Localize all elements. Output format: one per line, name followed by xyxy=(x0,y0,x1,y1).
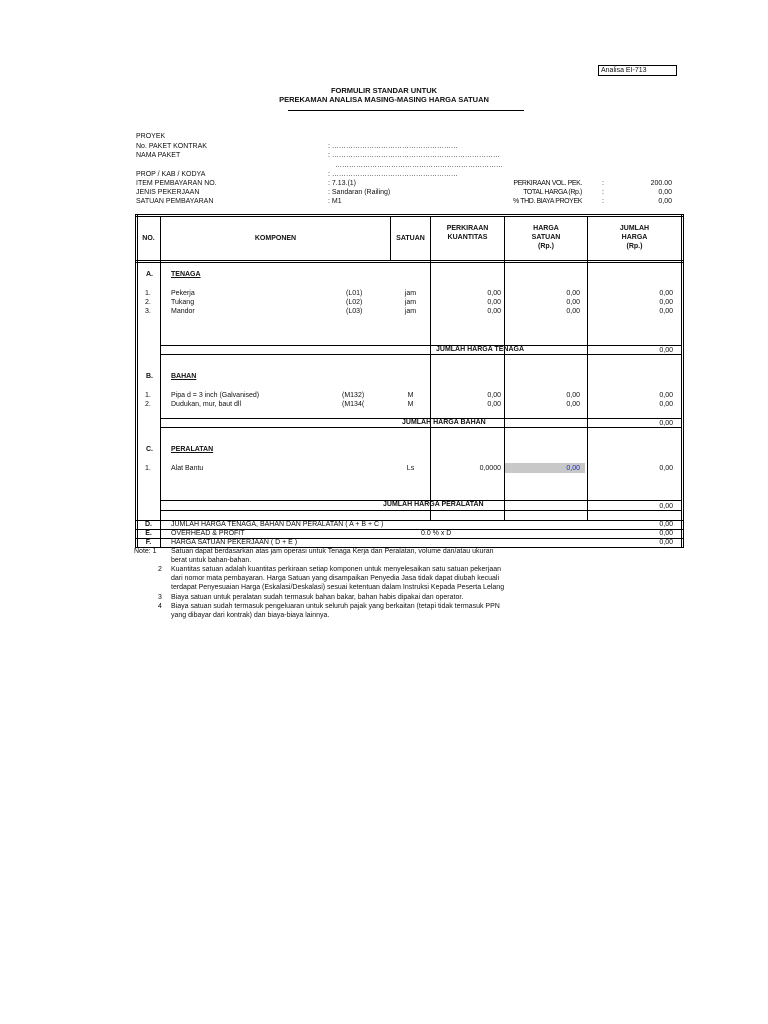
col-divider-kuantitas xyxy=(430,216,431,520)
row-no: 1. xyxy=(145,290,151,297)
row-unit: jam xyxy=(404,308,417,315)
row-total: 0,00 xyxy=(659,392,673,399)
row-name: Pipa d = 3 inch (Galvanised) xyxy=(171,392,260,399)
perkiraan-vol-value: 200.00 xyxy=(650,180,672,187)
col-divider-no xyxy=(160,216,161,548)
header-jumlah: JUMLAH xyxy=(619,225,650,232)
note-1-label: Note: 1 xyxy=(134,548,157,555)
row-name: Pekerja xyxy=(171,290,195,297)
row-unit: M xyxy=(407,392,414,399)
header-bottom-line xyxy=(135,260,684,261)
jenis-pekerjaan-value: : Sandaran (Railing) xyxy=(328,189,391,196)
row-code: (L02) xyxy=(346,299,363,306)
row-unit: jam xyxy=(404,290,417,297)
persen-biaya-label: % THD. BIAYA PROYEK xyxy=(512,198,582,205)
row-code: (L03) xyxy=(346,308,363,315)
header-no: NO. xyxy=(142,235,155,242)
jenis-pekerjaan-label: JENIS PEKERJAAN xyxy=(136,189,200,196)
row-price: 0,00 xyxy=(566,401,580,408)
row-price: 0,00 xyxy=(566,465,580,472)
row-no: 2. xyxy=(145,401,151,408)
row-unit: jam xyxy=(404,299,417,306)
header-bottom-line-inner xyxy=(135,262,684,263)
subtotal-a-label: JUMLAH HARGA TENAGA xyxy=(436,346,525,353)
total-harga-value: 0,00 xyxy=(658,189,672,196)
total-e-label: OVERHEAD & PROFIT xyxy=(171,530,245,537)
row-price: 0,00 xyxy=(566,308,580,315)
header-jumlah-rp: (Rp.) xyxy=(626,243,643,250)
note-2-line3: terdapat Penyesuaian Harga (Eskalasi/Deskalasi) sesuai ketentuan dalam Instruksi Kepada Peserta Lelang xyxy=(171,584,505,591)
row-no: 2. xyxy=(145,299,151,306)
section-c-letter: C. xyxy=(146,446,153,453)
row-price: 0,00 xyxy=(566,290,580,297)
form-reference: Analisa EI-713 xyxy=(598,65,677,76)
note-2-line2: dari nomor mata pembayaran. Harga Satuan yang disampaikan Penyedia Jasa tidak dapat diubah kecuali xyxy=(171,575,500,582)
header-kuantitas: KUANTITAS xyxy=(447,234,488,241)
subtotal-b-label: JUMLAH HARGA BAHAN xyxy=(402,419,486,426)
persen-biaya-value: 0,00 xyxy=(658,198,672,205)
subtotal-c-value: 0,00 xyxy=(659,503,673,510)
prop-label: PROP / KAB / KODYA xyxy=(136,171,206,178)
table-border-right-inner xyxy=(681,214,682,548)
section-b-letter: B. xyxy=(146,373,153,380)
note-3-line1: Biaya satuan untuk peralatan sudah termasuk bahan bakar, bahan habis dipakai dan operator. xyxy=(171,594,464,601)
satuan-pembayaran-value: : M1 xyxy=(328,198,342,205)
row-price: 0,00 xyxy=(566,299,580,306)
total-e-value: 0,00 xyxy=(659,530,673,537)
table-border-right xyxy=(683,214,684,548)
col-divider-harga xyxy=(504,216,505,520)
perkiraan-vol-colon: : xyxy=(602,180,604,187)
title-underline xyxy=(288,110,524,111)
total-d-value: 0,00 xyxy=(659,521,673,528)
row-price: 0,00 xyxy=(566,392,580,399)
total-harga-colon: : xyxy=(602,189,604,196)
nama-paket-label: NAMA PAKET xyxy=(136,152,181,159)
row-total: 0,00 xyxy=(659,308,673,315)
note-1-line1: Satuan dapat berdasarkan atas jam operasi untuk Tenaga Kerja dan Peralatan, volume dan/atau ukuran xyxy=(171,548,494,555)
row-unit: Ls xyxy=(406,465,415,472)
total-d-label: JUMLAH HARGA TENAGA, BAHAN DAN PERALATAN ( A + B + C ) xyxy=(171,521,384,528)
total-e-formula: 0.0 % x D xyxy=(421,530,452,537)
row-name: Mandor xyxy=(171,308,195,315)
analysis-table xyxy=(135,214,684,548)
table-border-left xyxy=(135,214,136,548)
row-name: Alat Bantu xyxy=(171,465,204,472)
total-f-value: 0,00 xyxy=(659,539,673,546)
row-code: (M132) xyxy=(342,392,365,399)
row-name: Tukang xyxy=(171,299,195,306)
note-4-line2: yang dibayar dari kontrak) dan biaya-biaya lainnya. xyxy=(171,612,330,619)
total-f-label: HARGA SATUAN PEKERJAAN ( D + E ) xyxy=(171,539,298,546)
total-d-letter: D. xyxy=(145,521,152,528)
row-qty: 0,00 xyxy=(487,308,501,315)
header-perkiraan: PERKIRAAN xyxy=(446,225,489,232)
header-komponen: KOMPONEN xyxy=(254,235,297,242)
row-no: 1. xyxy=(145,392,151,399)
table-border-top-inner xyxy=(135,216,684,217)
form-title-line2: PEREKAMAN ANALISA MASING-MASING HARGA SATUAN xyxy=(279,95,489,104)
note-2-label: 2 xyxy=(158,566,162,573)
header-jumlah-harga: HARGA xyxy=(621,234,648,241)
form-title-line1: FORMULIR STANDAR UNTUK xyxy=(330,86,438,95)
row-code: (M134( xyxy=(342,401,365,408)
header-harga-satuan: SATUAN xyxy=(531,234,561,241)
row-total: 0,00 xyxy=(659,290,673,297)
item-pembayaran-label: ITEM PEMBAYARAN NO. xyxy=(136,180,217,187)
row-no: 1. xyxy=(145,465,151,472)
note-4-line1: Biaya satuan sudah termasuk pengeluaran untuk seluruh pajak yang berkaitan (tetapi tidak termasuk PPN xyxy=(171,603,500,610)
total-e-letter: E. xyxy=(145,530,152,537)
subtotal-c-label: JUMLAH HARGA PERALATAN xyxy=(383,501,484,508)
perkiraan-vol-label: PERKIRAAN VOL. PEK. xyxy=(513,180,582,187)
row-qty: 0,0000 xyxy=(479,465,501,472)
item-pembayaran-value: : 7.13.(1) xyxy=(328,180,357,187)
header-satuan: SATUAN xyxy=(396,235,425,242)
total-harga-label: TOTAL HARGA (Rp.) xyxy=(523,189,582,196)
col-divider-jumlah xyxy=(587,216,588,520)
note-1-line2: berat untuk bahan-bahan. xyxy=(171,557,252,564)
row-no: 3. xyxy=(145,308,151,315)
row-qty: 0,00 xyxy=(487,401,501,408)
section-a-title: TENAGA xyxy=(171,271,201,278)
note-2-line1: Kuantitas satuan adalah kuantitas perkiraan setiap komponen untuk menyelesaikan satu satuan pekerjaan xyxy=(171,566,501,573)
subtotal-b-value: 0,00 xyxy=(659,420,673,427)
row-name: Dudukan, mur, baut dll xyxy=(171,401,242,408)
subtotal-a-value: 0,00 xyxy=(659,347,673,354)
table-border-left-inner xyxy=(137,214,138,548)
row-qty: 0,00 xyxy=(487,290,501,297)
row-unit: M xyxy=(407,401,414,408)
section-c-title: PERALATAN xyxy=(171,446,214,453)
row-total: 0,00 xyxy=(659,299,673,306)
nama-paket-value-line2: ……………………………………………………………… xyxy=(335,162,503,169)
header-harga-rp: (Rp.) xyxy=(538,243,554,250)
paket-kontrak-label: No. PAKET KONTRAK xyxy=(136,143,207,150)
table-border-top xyxy=(135,214,684,215)
note-4-label: 4 xyxy=(158,603,162,610)
row-total: 0,00 xyxy=(659,401,673,408)
paket-kontrak-value: : ……………………………………………… xyxy=(328,143,458,150)
row-qty: 0,00 xyxy=(487,299,501,306)
nama-paket-value: : ……………………………………………………………… xyxy=(328,152,500,159)
header-harga: HARGA xyxy=(533,225,559,232)
row-qty: 0,00 xyxy=(487,392,501,399)
section-b-title: BAHAN xyxy=(171,373,197,380)
row-total: 0,00 xyxy=(659,465,673,472)
satuan-pembayaran-label: SATUAN PEMBAYARAN xyxy=(136,198,214,205)
section-a-letter: A. xyxy=(146,271,153,278)
prop-value: : ……………………………………………… xyxy=(328,171,458,178)
total-f-letter: F. xyxy=(145,539,152,546)
row-code: (L01) xyxy=(346,290,363,297)
proyek-label: PROYEK xyxy=(136,133,166,140)
persen-biaya-colon: : xyxy=(602,198,604,205)
note-3-label: 3 xyxy=(158,594,162,601)
